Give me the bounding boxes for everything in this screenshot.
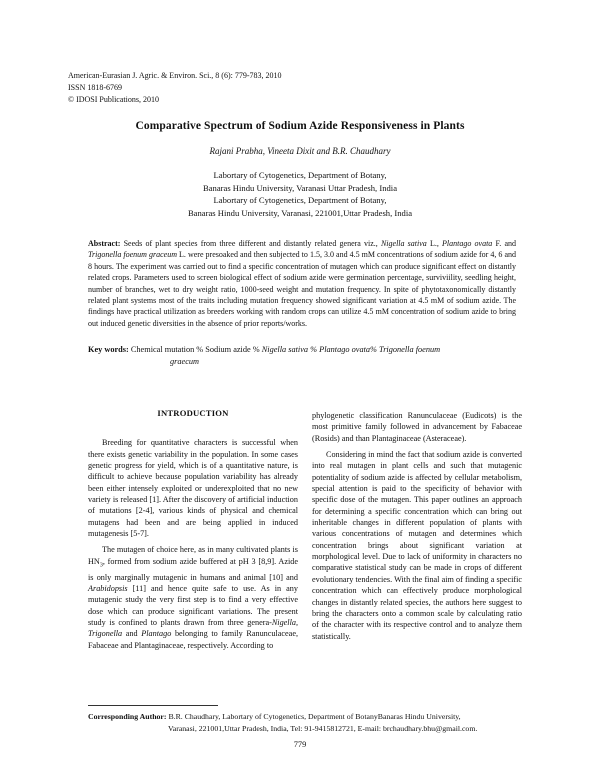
affiliation-line: Labortary of Cytogenetics, Department of Botany, — [213, 195, 387, 205]
affiliation-line: Banaras Hindu University, Varanasi, 221001,Uttar Pradesh, India — [187, 207, 413, 218]
intro-text: The mutagen of choice here, as in many cultivated plants is HN — [88, 545, 298, 566]
intro-italic: Plantago — [141, 629, 172, 639]
keywords-label: Key words: — [88, 345, 129, 354]
paper-authors: Rajani Prabha, Vineeta Dixit and B.R. Chaudhary — [209, 146, 391, 156]
corresponding-author — [88, 711, 528, 734]
left-column — [88, 408, 298, 651]
abstract-species: Trigonella foenum graceum — [88, 250, 177, 260]
abstract-species: Nigella sativa — [380, 239, 427, 248]
affiliation-line: Labortary of Cytogenetics, Department of Botany, — [213, 170, 387, 180]
journal-copyright: © IDOSI Publications, 2010 — [68, 95, 159, 104]
keywords — [88, 344, 518, 367]
intro-italic: Arabidopsis — [88, 584, 128, 594]
affiliation-line: Banaras Hindu University, Varanasi Uttar Pradesh, India — [202, 182, 398, 193]
corresponding-author-line2: Varanasi, 221001,Uttar Pradesh, India, Tel: 91-9415812721, E-mail: brchaudhary.bhu@gmail.com. — [168, 723, 478, 733]
intro-text: and — [122, 629, 142, 639]
footnote-divider — [88, 705, 218, 706]
paper-title: Comparative Spectrum of Sodium Azide Responsiveness in Plants — [135, 120, 465, 132]
keywords-plain: Chemical mutation % Sodium azide % — [128, 345, 262, 354]
intro-paragraph: phylogenetic classification Ranunculaceae (Eudicots) is the most primitive family followed in advancement by Fabaceae (Rosids) and than Plantaginaceae (Asteraceae). — [312, 411, 522, 443]
abstract-text: L., — [426, 239, 443, 248]
abstract-text: L. were presoaked and then subjected to 1.5, 3.0 and 4.5 mM concentrations of sodium azide for 4, 6 and 8 hours. The experiment was carried out to find a specific concentration of mutagen which can produce significant effect on distantly related crops. Parameters used to screen biological effect of sodium azide were germination percentage, surviviility, seedling height, number of branches, wet to dry weight ratio, 1000-seed weight and mutation frequency. In spite of phytotaxonomically distantly related plant systems most of the traits including mutation frequency showed significant variation at 4.5 mM of sodium azide. The findings have practical utilization as breeders working with random crops can utilize 4.5 mM concentration of sodium azide to bring out induced genetic diversities in the absence of prior reports/works. — [88, 250, 516, 328]
keywords-italic-continued: graecum — [170, 356, 200, 366]
corresponding-author-line1: B.R. Chaudhary, Labortary of Cytogenetics, Department of BotanyBanaras Hindu University, — [166, 712, 461, 721]
right-column — [312, 410, 522, 642]
intro-text: [11] and hence quite safe to use. As in any mutagenic study the very first step is to find a very effective dose which can produce significant variations. The present study is confined to plants drawn from three genera- — [88, 584, 298, 628]
page-number: 779 — [293, 740, 307, 749]
section-heading-introduction: INTRODUCTION — [157, 408, 229, 418]
journal-header — [68, 70, 282, 106]
abstract-text: F. and — [492, 239, 517, 248]
abstract-label: Abstract: — [88, 239, 121, 248]
intro-text: belonging to family Ranunculaceae, Fabaceae and Plantaginaceae, respectively. According to — [88, 629, 298, 650]
intro-text: , formed from sodium azide buffered at pH 3 [8,9]. Azide is only marginally mutagenic in humans and animal [10] and — [88, 556, 298, 582]
intro-paragraph: Considering in mind the fact that sodium azide is converted into real mutagen in plant cells and such that mutagenic potentiality of sodium azide is affected by cellular metabolism, special attention is paid to the specificity of behavior with specific dose of the mutagen. This paper outlines an approach for determining a specific concentration which can bring out inheritable changes in different population of plants with various concentrations of mutagen and determines which concentration brings about significant variation at morphological level. Due to lack of uniformity in characters no comparative statistical study can be made in crops of different evolutionary tendencies. With the final aim of finding a specific concentration which can effectively produce morphological changes in distantly related species, the authors here suggest to bring the characters onto a common scale by calculating ratio of the character with its respective control and to analyze them statistically. — [312, 450, 522, 641]
affiliations — [0, 169, 600, 219]
journal-issn: ISSN 1818-6769 — [68, 83, 123, 92]
intro-italic: Nigella, Trigonella — [88, 618, 298, 639]
intro-paragraph — [88, 544, 298, 651]
abstract-text: Seeds of plant species from three different and distantly related genera viz., — [120, 239, 381, 248]
journal-citation: American-Eurasian J. Agric. & Environ. Sci., 8 (6): 779-783, 2010 — [68, 71, 282, 80]
intro-paragraph: Breeding for quantitative characters is successful when there exists genetic variability in the population. In some cases genetic progress for yield, which is of a quantitative nature, is difficult to achieve because population variability has already been either intensely exploited or underexploited that no new variety is released [1]. After the discovery of artificial induction of mutations [2-4], various kinds of physical and chemical mutagens had been and are being applied in induced mutagenesis [5-7]. — [88, 438, 298, 539]
keywords-italic: Nigella sativa % Plantago ovata% Trigonella foenum — [261, 345, 441, 354]
abstract — [88, 238, 516, 329]
corresponding-author-label: Corresponding Author: — [88, 712, 167, 721]
abstract-species: Plantago ovata — [442, 239, 493, 248]
intro-subscript: 3 — [99, 562, 103, 569]
